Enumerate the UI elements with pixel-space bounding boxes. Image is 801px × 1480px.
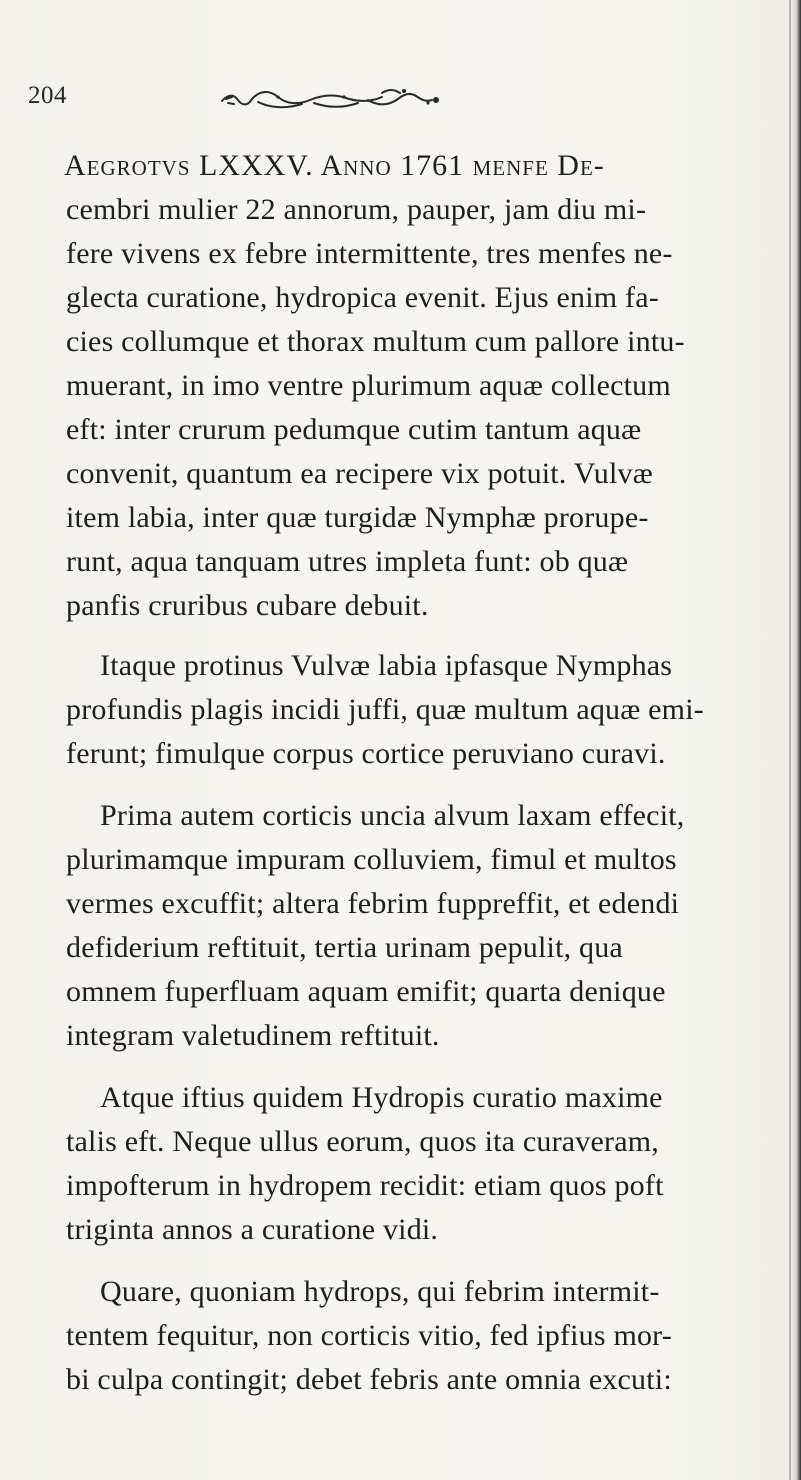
text-line: tentem fequitur, non corticis vitio, fed ipfius mor- — [66, 1319, 672, 1352]
text-line: fere vivens ex febre intermittente, tres menfes ne- — [66, 237, 673, 270]
text-line: Itaque protinus Vulvæ labia ipfasque Nymphas — [100, 649, 673, 682]
text-line: panfis cruribus cubare debuit. — [66, 589, 429, 622]
text-line: profundis plagis incidi juffi, quæ multum aquæ emi- — [66, 693, 704, 726]
text-line: cies collumque et thorax multum cum pallore intu- — [66, 325, 685, 358]
text-line: ferunt; fimulque corpus cortice peruviano curavi. — [66, 737, 666, 770]
text-line: Quare, quoniam hydrops, qui febrim intermit- — [100, 1275, 660, 1308]
text-line: convenit, quantum ea recipere vix potuit. Vulvæ — [66, 457, 653, 490]
page-edge-line — [789, 0, 791, 1480]
text-line: plurimamque impuram colluviem, fimul et multos — [66, 843, 677, 876]
text-line: Aegrotvs LXXXV. Anno 1761 menfe De- — [64, 149, 605, 182]
text-line: bi culpa contingit; debet febris ante omnia excuti: — [66, 1363, 672, 1396]
text-line: vermes excuffit; altera febrim fuppreffit, et edendi — [66, 887, 680, 920]
text-line: eft: inter crurum pedumque cutim tantum aquæ — [66, 413, 642, 446]
text-line: impofterum in hydropem recidit: etiam quos poft — [66, 1169, 664, 1202]
text-line: integram valetudinem reftituit. — [66, 1019, 440, 1052]
text-line: runt, aqua tanquam utres impleta funt: ob quæ — [66, 545, 629, 578]
printers-ornament-icon — [218, 84, 442, 114]
text-line: muerant, in imo ventre plurimum aquæ collectum — [66, 369, 671, 402]
text-line: item labia, inter quæ turgidæ Nymphæ prorupe- — [66, 501, 649, 534]
page-number: 204 — [28, 82, 67, 109]
text-line: talis eft. Neque ullus eorum, quos ita curaveram, — [66, 1125, 659, 1158]
text-line: glecta curatione, hydropica evenit. Ejus enim fa- — [66, 281, 659, 314]
text-line: defiderium reftituit, tertia urinam pepulit, qua — [66, 931, 623, 964]
text-line: triginta annos a curatione vidi. — [66, 1213, 439, 1246]
text-line: cembri mulier 22 annorum, pauper, jam diu mi- — [66, 193, 647, 226]
text-line: omnem fuperfluam aquam emifit; quarta denique — [66, 975, 666, 1008]
text-line: Prima autem corticis uncia alvum laxam effecit, — [100, 799, 685, 832]
text-line: Atque iftius quidem Hydropis curatio maxime — [100, 1081, 663, 1114]
